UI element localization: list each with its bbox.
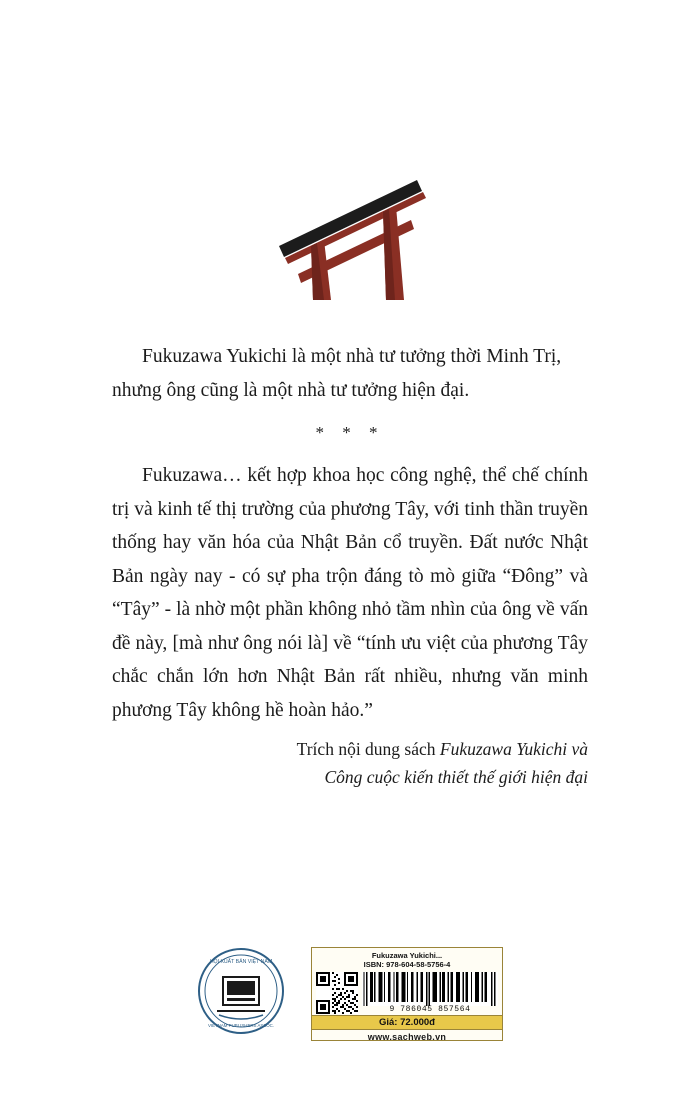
publisher-seal-icon — [197, 947, 285, 1035]
svg-text:HỘI XUẤT BẢN VIỆT NAM: HỘI XUẤT BẢN VIỆT NAM — [209, 959, 273, 965]
quote-paragraph-1: Fukuzawa Yukichi là một nhà tư tưởng thời Minh Trị, nhưng ông cũng là một nhà tư tưởng hiện đại. — [112, 346, 562, 401]
attribution-title-part-1: Fukuzawa Yukichi và — [439, 739, 588, 759]
website-label: www.sachweb.vn — [367, 1031, 447, 1042]
torii-gate-emblem — [0, 145, 700, 305]
attribution-line-1 — [112, 735, 588, 763]
publisher-seal — [197, 947, 285, 1035]
barcode-book-title: Fukuzawa Yukichi... — [371, 951, 443, 960]
svg-text:VIETNAM PUBLISHERS ASSOC.: VIETNAM PUBLISHERS ASSOC. — [207, 1023, 275, 1028]
price-badge: Giá: 72.000đ — [312, 1015, 502, 1030]
quote-block — [112, 340, 588, 727]
bottom-bar — [0, 947, 700, 1047]
barcode-card — [311, 947, 503, 1041]
quote-paragraph-2: Fukuzawa… kết hợp khoa học công nghệ, thể chế chính trị và kinh tế thị trường của phương Tây, với tinh thần truyền thống hay văn hóa của Nhật Bản cổ truyền. Đất nước Nhật Bản ngày nay - có sự pha trộn đáng tò mò giữa “Đông” và “Tây” - là nhờ một phần không nhỏ tầm nhìn của ông về vấn đề này, [mà như ông nói là] về “tính ưu việt của phương Tây chắc chắn lớn hơn Nhật Bản rất nhiều, nhưng văn minh phương Tây không hề hoàn hảo.” — [112, 465, 588, 721]
torii-gate-icon — [265, 150, 435, 300]
barcode-header — [312, 948, 502, 971]
attribution — [112, 735, 588, 791]
barcode-isbn: ISBN: 978-604-58-5756-4 — [363, 960, 451, 970]
quote-separator: * * * — [315, 423, 385, 443]
ean-number: 9 786045 857564 — [389, 1004, 471, 1014]
ean-barcode-icon — [362, 972, 498, 1006]
barcode-middle — [312, 971, 502, 1015]
attribution-prefix: Trích nội dung sách — [296, 739, 440, 759]
qr-code-icon — [316, 972, 358, 1014]
attribution-title-part-2: Công cuộc kiến thiết thế giới hiện đại — [324, 767, 588, 787]
ean-block — [362, 971, 498, 1015]
